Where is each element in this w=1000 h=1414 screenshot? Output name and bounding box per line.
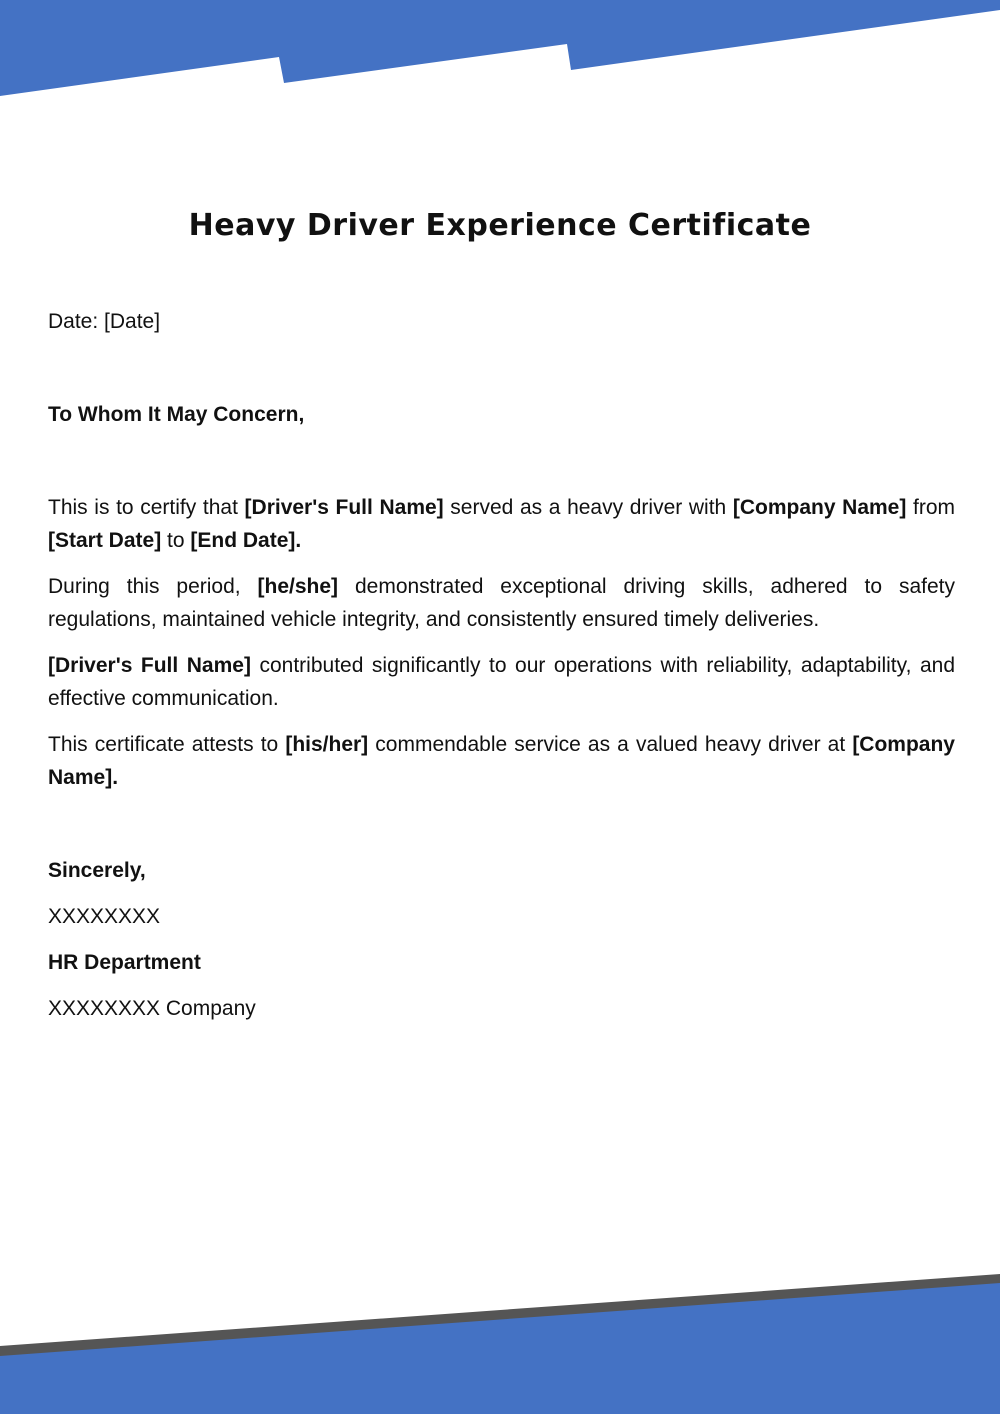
text: This is to certify that [48,496,245,519]
pronoun-placeholder: [his/her] [285,733,369,756]
salutation: To Whom It May Concern, [48,403,305,426]
company: XXXXXXXX Company [48,997,256,1020]
text: served as a heavy driver with [443,496,733,519]
bottom-decorative-band [0,1270,1000,1414]
top-band-shape [0,0,1000,96]
text: demonstrated exceptional driving skills, adhered to safety regulations, maintained vehicle integrity, and consistently ensured timely deliveries. [48,575,955,631]
letter-body [48,305,955,1038]
paragraph-attestation [48,728,955,794]
text: to [161,529,191,552]
driver-name-placeholder: [Driver's Full Name] [244,496,444,519]
end-date-placeholder: [End Date]. [190,529,302,552]
text: contributed significantly to our operations with reliability, adaptability, and effective communication. [48,654,955,710]
driver-name-placeholder: [Driver's Full Name] [48,654,251,677]
signer-name: XXXXXXXX [48,905,161,928]
date-line: Date: [Date] [48,310,161,333]
closing: Sincerely, [48,859,146,882]
top-decorative-band [0,0,1000,100]
paragraph-certification [48,491,955,557]
company-name-placeholder: [Company Name]. [48,733,955,789]
company-name-placeholder: [Company Name] [732,496,907,519]
pronoun-placeholder: [he/she] [257,575,339,598]
department: HR Department [48,951,201,974]
bottom-band-shape [0,1283,1000,1414]
text: from [906,496,955,519]
document-title: Heavy Driver Experience Certificate [188,208,812,243]
paragraph-performance [48,570,955,636]
paragraph-contribution [48,649,955,715]
text: During this period, [48,575,258,598]
start-date-placeholder: [Start Date] [48,529,162,552]
text: This certificate attests to [48,733,286,756]
text: commendable service as a valued heavy driver at [368,733,853,756]
